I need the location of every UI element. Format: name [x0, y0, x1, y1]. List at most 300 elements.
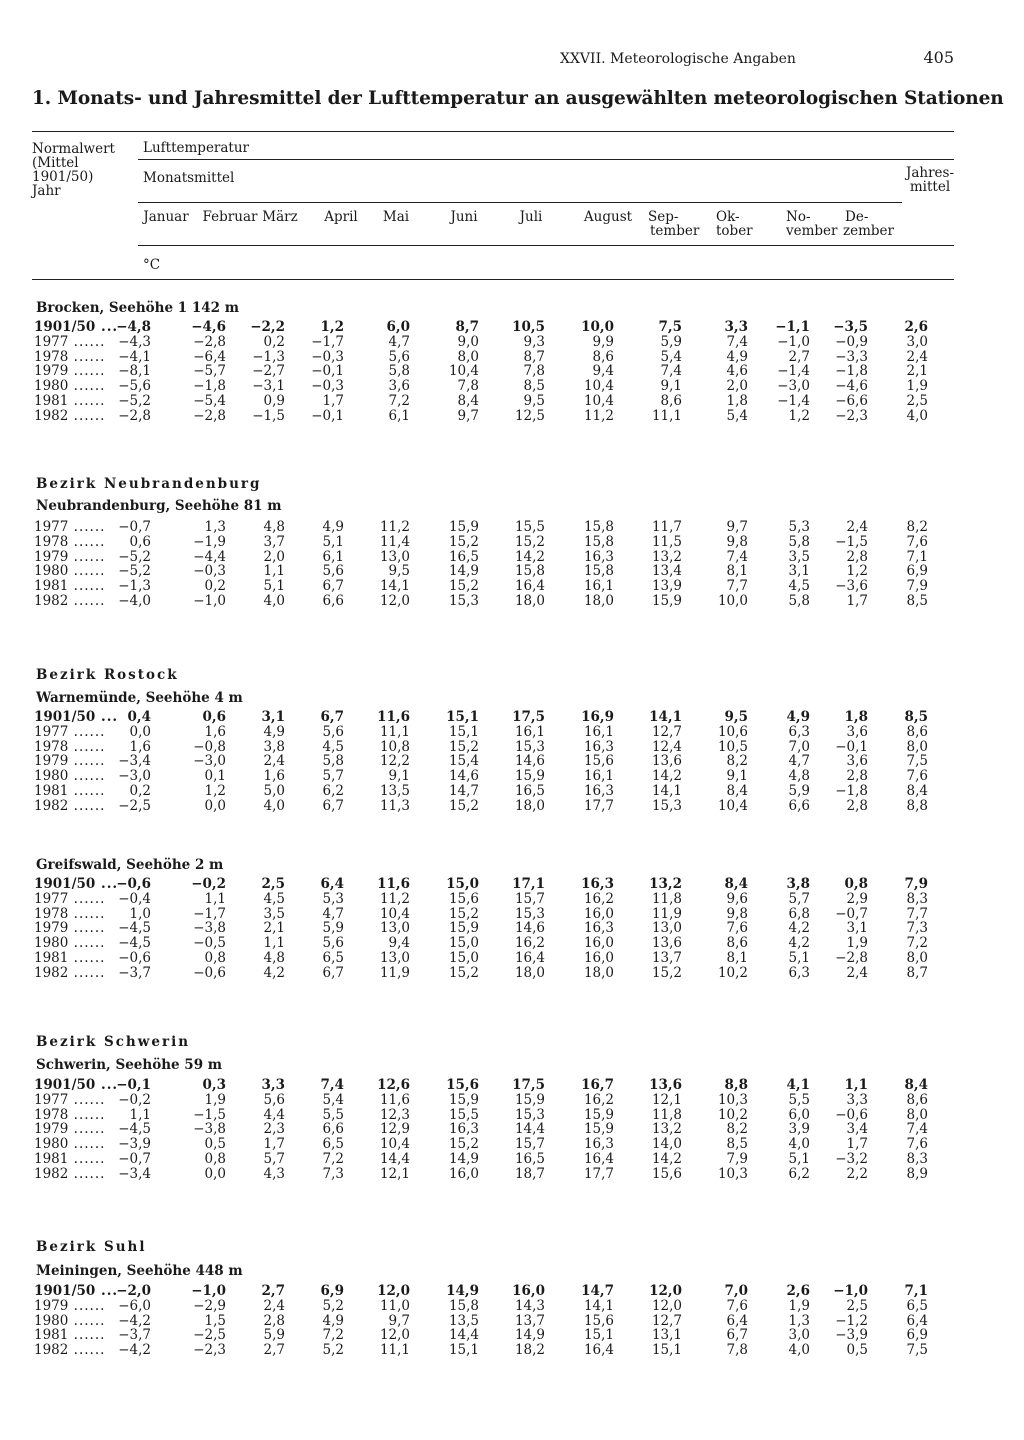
monthly-mean-value: 3,5 — [263, 905, 285, 922]
monthly-mean-value: 16,0 — [448, 1165, 479, 1182]
station-name: Warnemünde, Seehöhe 4 m — [36, 690, 243, 706]
monthly-mean-value: −2,3 — [193, 1342, 226, 1359]
monthly-mean-value: 5,6 — [263, 1091, 285, 1108]
monthly-mean-value: 1,2 — [788, 407, 810, 424]
monthly-mean-value: 12,5 — [514, 407, 545, 424]
annual-header — [903, 166, 957, 194]
monthly-mean-value: 1,1 — [844, 1077, 868, 1093]
monthly-mean-value: 8,6 — [660, 392, 682, 409]
row-year — [34, 966, 105, 981]
monthly-mean-value: −3,8 — [193, 920, 226, 937]
monthly-mean-value: 3,6 — [846, 753, 868, 770]
annual-mean-value: 7,9 — [906, 578, 928, 595]
monthly-mean-value: −1,8 — [835, 363, 868, 380]
station-name: Greifswald, Seehöhe 2 m — [36, 857, 224, 873]
row-year-text: 1982 — [34, 592, 69, 609]
monthly-mean-value: 16,3 — [583, 920, 614, 937]
monthly-mean-value: 13,1 — [651, 1327, 682, 1344]
row-year — [34, 1167, 105, 1182]
monthly-mean-value: 8,5 — [523, 378, 545, 395]
monthly-mean-value: −0,4 — [118, 890, 151, 907]
monthly-mean-value: −0,2 — [118, 1091, 151, 1108]
data-rows — [0, 1284, 1024, 1358]
monthly-mean-value: 5,1 — [788, 949, 810, 966]
annual-mean-value: 7,6 — [906, 1136, 928, 1153]
annual-mean-value: 4,0 — [906, 407, 928, 424]
monthly-mean-value: 4,9 — [726, 348, 748, 365]
monthly-mean-value: 10,4 — [583, 378, 614, 395]
annual-mean-value: 7,2 — [906, 935, 928, 952]
row-year-text: 1901/50 — [34, 1283, 96, 1299]
monthly-mean-value: 4,3 — [263, 1165, 285, 1182]
monthly-mean-value: 10,4 — [379, 1136, 410, 1153]
annual-mean-value: 8,7 — [906, 964, 928, 981]
monthly-mean-value: 11,2 — [583, 407, 614, 424]
monthly-mean-value: −3,8 — [193, 1121, 226, 1138]
monthly-mean-value: −3,0 — [777, 378, 810, 395]
row-leader-dots: ...... — [68, 964, 106, 981]
monthly-mean-value: 2,7 — [261, 1283, 285, 1299]
table-row — [0, 520, 1024, 535]
annual-mean-value: 7,5 — [906, 753, 928, 770]
monthly-mean-value: 1,1 — [204, 890, 226, 907]
monthly-mean-value: 7,0 — [788, 738, 810, 755]
monthly-mean-value: −2,2 — [250, 319, 285, 335]
monthly-mean-value: 5,0 — [263, 782, 285, 799]
row-leader-dots: ... — [95, 1077, 119, 1093]
monthly-mean-value: 10,0 — [581, 319, 614, 335]
monthly-mean-value: 2,3 — [263, 1121, 285, 1138]
annual-mean-value: 3,0 — [906, 333, 928, 350]
row-leader-dots: ...... — [68, 949, 106, 966]
monthly-mean-value: 15,2 — [448, 578, 479, 595]
row-leader-dots: ...... — [68, 348, 106, 365]
monthly-mean-value: 4,2 — [263, 964, 285, 981]
row-leader-dots: ...... — [68, 407, 106, 424]
row-year-text: 1980 — [34, 768, 69, 785]
month-header-nov: No- vember — [786, 209, 838, 239]
table-row — [0, 1328, 1024, 1343]
monthly-mean-value: 16,1 — [514, 723, 545, 740]
monthly-mean-value: 9,7 — [388, 1312, 410, 1329]
monthly-mean-value: −6,0 — [118, 1297, 151, 1314]
subgroup-header: Monatsmittel — [143, 170, 235, 186]
monthly-mean-value: 3,8 — [786, 876, 810, 892]
monthly-mean-value: 11,8 — [651, 1106, 682, 1123]
monthly-mean-value: 5,9 — [263, 1327, 285, 1344]
row-year — [34, 951, 105, 966]
monthly-mean-value: 13,2 — [649, 876, 682, 892]
monthly-mean-value: −5,2 — [118, 563, 151, 580]
monthly-mean-value: 1,1 — [263, 935, 285, 952]
month-header-aug: August — [583, 209, 633, 225]
monthly-mean-value: 13,4 — [651, 563, 682, 580]
monthly-mean-value: 5,6 — [388, 348, 410, 365]
monthly-mean-value: −0,1 — [311, 363, 344, 380]
annual-mean-value: 8,6 — [906, 723, 928, 740]
row-year — [34, 535, 105, 550]
row-year — [34, 1093, 105, 1108]
annual-mean-value: 8,3 — [906, 890, 928, 907]
monthly-mean-value: 10,5 — [717, 738, 748, 755]
monthly-mean-value: 5,8 — [788, 592, 810, 609]
row-year-text: 1980 — [34, 1312, 69, 1329]
monthly-mean-value: 9,5 — [724, 709, 748, 725]
row-year-text: 1979 — [34, 1121, 69, 1138]
data-rows — [0, 1078, 1024, 1182]
monthly-mean-value: 15,2 — [651, 964, 682, 981]
annual-mean-value: 1,9 — [906, 378, 928, 395]
monthly-mean-value: 3,1 — [846, 920, 868, 937]
bezirk-heading: Bezirk Suhl — [36, 1239, 147, 1255]
table-row — [0, 320, 1024, 335]
header-months-rule — [138, 245, 954, 246]
monthly-mean-value: 1,7 — [846, 592, 868, 609]
monthly-mean-value: 11,2 — [379, 519, 410, 535]
monthly-mean-value: −0,7 — [835, 905, 868, 922]
monthly-mean-value: 12,1 — [651, 1091, 682, 1108]
monthly-mean-value: 2,9 — [846, 890, 868, 907]
monthly-mean-value: 16,0 — [583, 905, 614, 922]
annual-mean-value: 8,0 — [906, 949, 928, 966]
table-row — [0, 951, 1024, 966]
monthly-mean-value: 11,7 — [651, 519, 682, 535]
annual-mean-value: 7,6 — [906, 533, 928, 550]
annual-mean-value: 6,9 — [906, 1327, 928, 1344]
monthly-mean-value: −4,4 — [193, 548, 226, 565]
monthly-mean-value: 15,3 — [514, 1106, 545, 1123]
monthly-mean-value: 9,9 — [592, 333, 614, 350]
monthly-mean-value: 14,4 — [379, 1150, 410, 1167]
monthly-mean-value: 2,1 — [263, 920, 285, 937]
row-leader-dots: ...... — [68, 578, 106, 595]
monthly-mean-value: 10,3 — [717, 1091, 748, 1108]
monthly-mean-value: 8,8 — [724, 1077, 748, 1093]
monthly-mean-value: 6,7 — [322, 797, 344, 814]
monthly-mean-value: 16,3 — [583, 548, 614, 565]
annual-mean-value: 7,9 — [904, 876, 928, 892]
monthly-mean-value: 13,7 — [514, 1312, 545, 1329]
monthly-mean-value: 5,5 — [322, 1106, 344, 1123]
monthly-mean-value: −1,3 — [118, 578, 151, 595]
table-row — [0, 1078, 1024, 1093]
table-row — [0, 394, 1024, 409]
monthly-mean-value: −1,1 — [775, 319, 810, 335]
monthly-mean-value: −4,1 — [118, 348, 151, 365]
monthly-mean-value: 10,2 — [717, 1106, 748, 1123]
monthly-mean-value: 4,0 — [263, 592, 285, 609]
row-year-text: 1981 — [34, 1150, 69, 1167]
table-row — [0, 1152, 1024, 1167]
monthly-mean-value: 4,8 — [263, 519, 285, 535]
table-row — [0, 1343, 1024, 1358]
table-row — [0, 725, 1024, 740]
monthly-mean-value: 14,4 — [448, 1327, 479, 1344]
monthly-mean-value: 13,2 — [651, 548, 682, 565]
monthly-mean-value: 15,1 — [448, 723, 479, 740]
monthly-mean-value: −2,0 — [116, 1283, 151, 1299]
monthly-mean-value: 5,9 — [788, 782, 810, 799]
monthly-mean-value: 10,4 — [379, 905, 410, 922]
monthly-mean-value: 4,7 — [388, 333, 410, 350]
monthly-mean-value: −4,0 — [118, 592, 151, 609]
row-year — [34, 579, 105, 594]
monthly-mean-value: 12,9 — [379, 1121, 410, 1138]
monthly-mean-value: 14,9 — [448, 563, 479, 580]
monthly-mean-value: 0,3 — [202, 1077, 226, 1093]
annual-mean-value: 6,4 — [906, 1312, 928, 1329]
monthly-mean-value: 16,0 — [583, 949, 614, 966]
monthly-mean-value: −0,6 — [835, 1106, 868, 1123]
monthly-mean-value: 11,1 — [651, 407, 682, 424]
monthly-mean-value: 10,3 — [717, 1165, 748, 1182]
monthly-mean-value: −2,5 — [118, 797, 151, 814]
row-year-text: 1981 — [34, 578, 69, 595]
row-year-text: 1981 — [34, 1327, 69, 1344]
monthly-mean-value: −3,3 — [835, 348, 868, 365]
row-leader-dots: ...... — [68, 1150, 106, 1167]
row-year — [34, 350, 105, 365]
table-row — [0, 1284, 1024, 1299]
monthly-mean-value: 16,4 — [514, 949, 545, 966]
table-row — [0, 877, 1024, 892]
row-year-text: 1979 — [34, 363, 69, 380]
row-year-text: 1977 — [34, 890, 69, 907]
monthly-mean-value: 18,0 — [514, 964, 545, 981]
table-title: 1. Monats- und Jahresmittel der Lufttemperatur an ausgewählten meteorologischen Stationen — [32, 88, 1004, 109]
monthly-mean-value: 9,4 — [388, 935, 410, 952]
month-header-jul: Juli — [519, 209, 543, 225]
monthly-mean-value: 18,0 — [583, 592, 614, 609]
data-rows — [0, 710, 1024, 814]
monthly-mean-value: 9,1 — [388, 768, 410, 785]
monthly-mean-value: 2,6 — [786, 1283, 810, 1299]
monthly-mean-value: 11,1 — [379, 1342, 410, 1359]
monthly-mean-value: 15,2 — [448, 738, 479, 755]
monthly-mean-value: −1,7 — [311, 333, 344, 350]
bezirk-heading: Bezirk Rostock — [36, 667, 179, 683]
monthly-mean-value: 2,0 — [726, 378, 748, 395]
monthly-mean-value: 13,7 — [651, 949, 682, 966]
monthly-mean-value: 6,6 — [788, 797, 810, 814]
monthly-mean-value: 15,3 — [514, 905, 545, 922]
monthly-mean-value: 2,4 — [263, 753, 285, 770]
monthly-mean-value: 15,6 — [651, 1165, 682, 1182]
monthly-mean-value: 6,7 — [322, 964, 344, 981]
monthly-mean-value: 15,2 — [448, 1136, 479, 1153]
monthly-mean-value: 12,4 — [651, 738, 682, 755]
monthly-mean-value: 8,1 — [726, 949, 748, 966]
row-year-text: 1982 — [34, 407, 69, 424]
monthly-mean-value: 6,9 — [320, 1283, 344, 1299]
row-leader-dots: ...... — [68, 935, 106, 952]
monthly-mean-value: −0,3 — [193, 563, 226, 580]
monthly-mean-value: 7,9 — [726, 1150, 748, 1167]
header-group-rule — [138, 159, 954, 160]
monthly-mean-value: −3,2 — [835, 1150, 868, 1167]
annual-mean-value: 8,3 — [906, 1150, 928, 1167]
monthly-mean-value: −0,8 — [193, 738, 226, 755]
monthly-mean-value: −4,2 — [118, 1312, 151, 1329]
row-year — [34, 564, 105, 579]
monthly-mean-value: 13,6 — [649, 1077, 682, 1093]
monthly-mean-value: 6,2 — [788, 1165, 810, 1182]
monthly-mean-value: 5,7 — [263, 1150, 285, 1167]
table-row — [0, 740, 1024, 755]
row-leader-dots: ...... — [68, 1297, 106, 1314]
row-year — [34, 1122, 105, 1137]
monthly-mean-value: 9,5 — [523, 392, 545, 409]
monthly-mean-value: 15,9 — [448, 519, 479, 535]
monthly-mean-value: 4,8 — [263, 949, 285, 966]
row-year — [34, 1314, 105, 1329]
table-row — [0, 1314, 1024, 1329]
monthly-mean-value: 12,6 — [377, 1077, 410, 1093]
monthly-mean-value: 1,2 — [204, 782, 226, 799]
table-row — [0, 1093, 1024, 1108]
table-row — [0, 364, 1024, 379]
monthly-mean-value: 13,2 — [651, 1121, 682, 1138]
row-year-text: 1901/50 — [34, 876, 96, 892]
monthly-mean-value: −1,8 — [193, 378, 226, 395]
month-header-feb: Februar — [202, 209, 258, 225]
row-leader-dots: ...... — [68, 392, 106, 409]
station-name: Schwerin, Seehöhe 59 m — [36, 1057, 223, 1073]
unit-label: °C — [143, 257, 161, 273]
monthly-mean-value: −2,3 — [835, 407, 868, 424]
monthly-mean-value: −1,0 — [193, 592, 226, 609]
monthly-mean-value: 7,7 — [726, 578, 748, 595]
monthly-mean-value: −1,2 — [835, 1312, 868, 1329]
monthly-mean-value: −3,7 — [118, 1327, 151, 1344]
annual-mean-value: 8,4 — [906, 782, 928, 799]
monthly-mean-value: 15,9 — [651, 592, 682, 609]
table-row — [0, 1299, 1024, 1314]
monthly-mean-value: 2,4 — [846, 519, 868, 535]
table-row — [0, 594, 1024, 609]
monthly-mean-value: 4,5 — [263, 890, 285, 907]
monthly-mean-value: 4,0 — [788, 1342, 810, 1359]
monthly-mean-value: −3,9 — [835, 1327, 868, 1344]
stub-line-4: Jahr — [32, 183, 61, 199]
monthly-mean-value: 15,3 — [448, 592, 479, 609]
monthly-mean-value: 4,5 — [322, 738, 344, 755]
monthly-mean-value: 1,6 — [204, 723, 226, 740]
monthly-mean-value: 14,2 — [514, 548, 545, 565]
monthly-mean-value: −4,3 — [118, 333, 151, 350]
monthly-mean-value: 0,2 — [129, 782, 151, 799]
monthly-mean-value: 12,0 — [379, 1327, 410, 1344]
monthly-mean-value: 3,3 — [846, 1091, 868, 1108]
monthly-mean-value: 6,7 — [322, 578, 344, 595]
monthly-mean-value: 12,7 — [651, 723, 682, 740]
row-year-text: 1901/50 — [34, 709, 96, 725]
monthly-mean-value: 15,1 — [583, 1327, 614, 1344]
table-row — [0, 579, 1024, 594]
monthly-mean-value: −0,7 — [118, 519, 151, 535]
monthly-mean-value: 3,6 — [388, 378, 410, 395]
monthly-mean-value: 8,7 — [455, 319, 479, 335]
row-leader-dots: ...... — [68, 1136, 106, 1153]
monthly-mean-value: −0,3 — [311, 348, 344, 365]
monthly-mean-value: 10,8 — [379, 738, 410, 755]
header-subgroup-rule — [138, 202, 902, 203]
monthly-mean-value: 0,6 — [129, 533, 151, 550]
monthly-mean-value: 2,8 — [846, 797, 868, 814]
monthly-mean-value: 15,5 — [514, 519, 545, 535]
annual-mean-value: 8,5 — [906, 592, 928, 609]
monthly-mean-value: 13,0 — [379, 548, 410, 565]
row-leader-dots: ...... — [68, 782, 106, 799]
data-rows — [0, 877, 1024, 981]
row-year-text: 1980 — [34, 935, 69, 952]
monthly-mean-value: 5,1 — [788, 1150, 810, 1167]
monthly-mean-value: 0,0 — [129, 723, 151, 740]
station-name: Meiningen, Seehöhe 448 m — [36, 1263, 243, 1279]
monthly-mean-value: 0,8 — [844, 876, 868, 892]
row-year-text: 1981 — [34, 949, 69, 966]
monthly-mean-value: −0,6 — [116, 876, 151, 892]
monthly-mean-value: −1,5 — [252, 407, 285, 424]
monthly-mean-value: −1,0 — [833, 1283, 868, 1299]
monthly-mean-value: 5,8 — [322, 753, 344, 770]
monthly-mean-value: 5,1 — [263, 578, 285, 595]
stub-line-1: Normalwert — [32, 141, 115, 157]
monthly-mean-value: −0,2 — [191, 876, 226, 892]
month-header-sep: Sep- tember — [648, 209, 700, 239]
monthly-mean-value: 16,3 — [581, 876, 614, 892]
monthly-mean-value: 3,1 — [788, 563, 810, 580]
row-year-text: 1978 — [34, 905, 69, 922]
monthly-mean-value: 15,5 — [448, 1106, 479, 1123]
monthly-mean-value: 7,2 — [322, 1150, 344, 1167]
monthly-mean-value: 3,1 — [261, 709, 285, 725]
row-year — [34, 1299, 105, 1314]
monthly-mean-value: 16,1 — [583, 768, 614, 785]
monthly-mean-value: 0,5 — [204, 1136, 226, 1153]
header-bottom-rule — [32, 279, 954, 280]
monthly-mean-value: 6,5 — [322, 1136, 344, 1153]
row-year — [34, 394, 105, 409]
table-row — [0, 550, 1024, 565]
monthly-mean-value: −3,0 — [118, 768, 151, 785]
monthly-mean-value: −3,9 — [118, 1136, 151, 1153]
monthly-mean-value: −4,5 — [118, 935, 151, 952]
monthly-mean-value: −3,0 — [193, 753, 226, 770]
monthly-mean-value: −0,3 — [311, 378, 344, 395]
monthly-mean-value: 4,6 — [726, 363, 748, 380]
monthly-mean-value: −5,4 — [193, 392, 226, 409]
monthly-mean-value: 4,5 — [788, 578, 810, 595]
row-year — [34, 1343, 105, 1358]
row-year-text: 1979 — [34, 1297, 69, 1314]
monthly-mean-value: −4,6 — [835, 378, 868, 395]
annual-mean-value: 7,3 — [906, 920, 928, 937]
monthly-mean-value: 1,7 — [846, 1136, 868, 1153]
row-year — [34, 379, 105, 394]
monthly-mean-value: 9,1 — [660, 378, 682, 395]
monthly-mean-value: 2,2 — [846, 1165, 868, 1182]
monthly-mean-value: 11,4 — [379, 533, 410, 550]
monthly-mean-value: 4,9 — [263, 723, 285, 740]
monthly-mean-value: 11,6 — [377, 709, 410, 725]
month-header-apr: April — [324, 209, 358, 225]
table-row — [0, 564, 1024, 579]
monthly-mean-value: 14,3 — [514, 1297, 545, 1314]
row-year — [34, 784, 105, 799]
annual-mean-value: 8,8 — [906, 797, 928, 814]
monthly-mean-value: 14,1 — [379, 578, 410, 595]
